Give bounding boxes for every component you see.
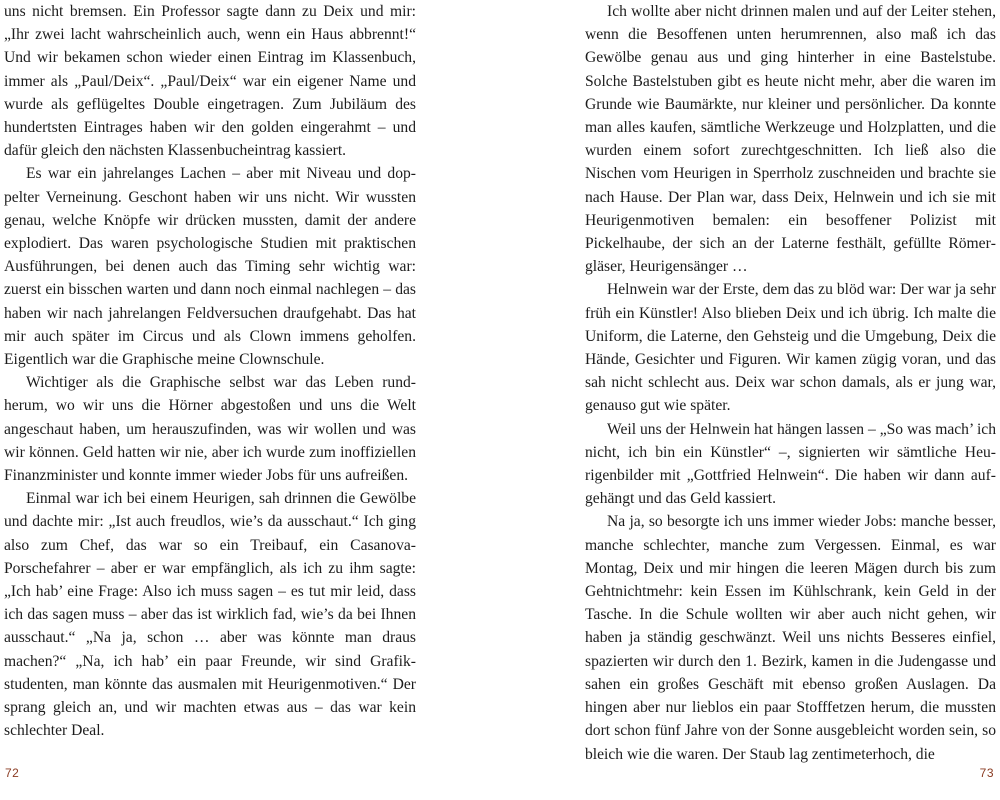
paragraph: Na ja, so besorgte ich uns immer wieder Jobs: manche besser, manche schlechter, manche zum Vergessen. Einmal, es war Montag, Deix und mir hingen die leeren Mägen durch bis zum Gehtnichtmehr: kein Essen im Kühlschrank, kein Geld in der Tasche. In die Schule wollten wir aber auch nicht gehen, wir haben ja ständig geschwänzt. Weil uns nichts Besseres einfiel, spazierten wir durch den 1. Bezirk, kamen in die Judengasse und sahen ein großes Geschäft mit ebenso großen Auslagen. Da hingen aber nur lieblos ein paar Stofffetzen herum, die mussten dort schon fünf Jahre von der Sonne ausgebleicht worden sein, so bleich wie die waren. Der Staub lag zentimeterhoch, die	[585, 513, 996, 763]
page-number-left: 72	[5, 766, 20, 780]
left-page-text	[4, 0, 416, 743]
paragraph: Weil uns der Helnwein hat hängen lassen – „So was mach’ ich nicht, ich bin ein Künstler“ –, signierten wir sämtliche Heurigenbilder mit „Gottfried Helnwein“. Die haben wir dann aufgehängt und das Geld kassiert.	[585, 420, 996, 508]
paragraph: Wichtiger als die Graphische selbst war das Leben rundherum, wo wir uns die Hörner abgestoßen und uns die Welt angeschaut haben, um herauszufinden, was wir wollen und was wir können. Geld hatten wir nie, aber ich wurde zum inoffiziellen Finanzminister und konnte immer wieder Jobs für uns aufreißen.	[4, 374, 416, 485]
paragraph: Es war ein jahrelanges Lachen – aber mit Niveau und doppelter Verneinung. Geschont haben wir uns nicht. Wir wussten genau, welche Knöpfe wir drücken mussten, damit der andere explodiert. Das waren psychologische Studien mit praktischen Ausführungen, bei denen auch das Timing sehr wichtig war: zuerst ein bisschen warten und dann noch einmal nachlegen – das haben wir nach jahrelangen Feldversuchen draufgehabt. Das hat mir auch später im Circus und als Clown immens geholfen. Eigentlich war die Graphische meine Clownschule.	[4, 165, 416, 369]
paragraph: uns nicht bremsen. Ein Professor sagte dann zu Deix und mir: „Ihr zwei lacht wahrscheinlich auch, wenn ein Haus abbrennt!“ Und wir bekamen schon wieder einen Eintrag im Klassenbuch, immer als „Paul/Deix“. „Paul/Deix“ war ein eigener Name und wurde als geflügeltes Double eingetragen. Zum Jubiläum des hundertsten Eintrages haben wir den golden eingerahmt – und dafür gleich den nächsten Klassenbucheintrag kassiert.	[4, 3, 416, 160]
right-page-text	[585, 0, 996, 766]
paragraph: Ich wollte aber nicht drinnen malen und auf der Leiter stehen, wenn die Besoffenen unten herumrennen, also maß ich das Gewölbe genau aus und ging hinterher in eine Bastelstube. Solche Bastelstuben gibt es heute nicht mehr, aber die waren im Grunde wie Baumärkte, nur kleiner und persönlicher. Da konnte man alles kaufen, sämtliche Werkzeuge und Holzplatten, und die wurden einem sofort zurechtgeschnitten. Ich ließ also die Nischen vom Heurigen in Sperrholz zuschneiden und brachte sie nach Hause. Der Plan war, dass Deix, Helnwein und ich sie mit Heurigenmotiven bemalen: ein besoffener Polizist mit Pickelhaube, der sich an der Laterne festhält, gefüllte Römergläser, Heurigensänger …	[585, 3, 996, 276]
paragraph: Einmal war ich bei einem Heurigen, sah drinnen die Gewölbe und dachte mir: „Ist auch freudlos, wie’s da ausschaut.“ Ich ging also zum Chef, das war so ein Treibauf, ein Casanova-Porschefahrer – aber er war empfänglich, als ich zu ihm sagte: „Ich hab’ eine Frage: Also ich muss sagen – es tut mir leid, dass ich das sagen muss – aber das ist wirklich fad, wie’s da bei Ihnen ausschaut.“ „Na ja, schon … aber was könnte man draus machen?“ „Na, ich hab’ ein paar Freunde, wir sind Grafikstudenten, man könnte das ausmalen mit Heurigenmotiven.“ Der sprang gleich an, und wir machten etwas aus – das war kein schlechter Deal.	[4, 490, 416, 740]
page-number-right: 73	[979, 766, 994, 780]
paragraph: Helnwein war der Erste, dem das zu blöd war: Der war ja sehr früh ein Künstler! Also blieben Deix und ich übrig. Ich malte die Uniform, die Laterne, den Gehsteig und die Umgebung, Deix die Hände, Gesichter und Figuren. Wir kamen zügig voran, und das sah nicht schlecht aus. Deix war schon damals, als er jung war, genauso gut wie später.	[585, 281, 996, 415]
right-page	[500, 0, 1000, 800]
